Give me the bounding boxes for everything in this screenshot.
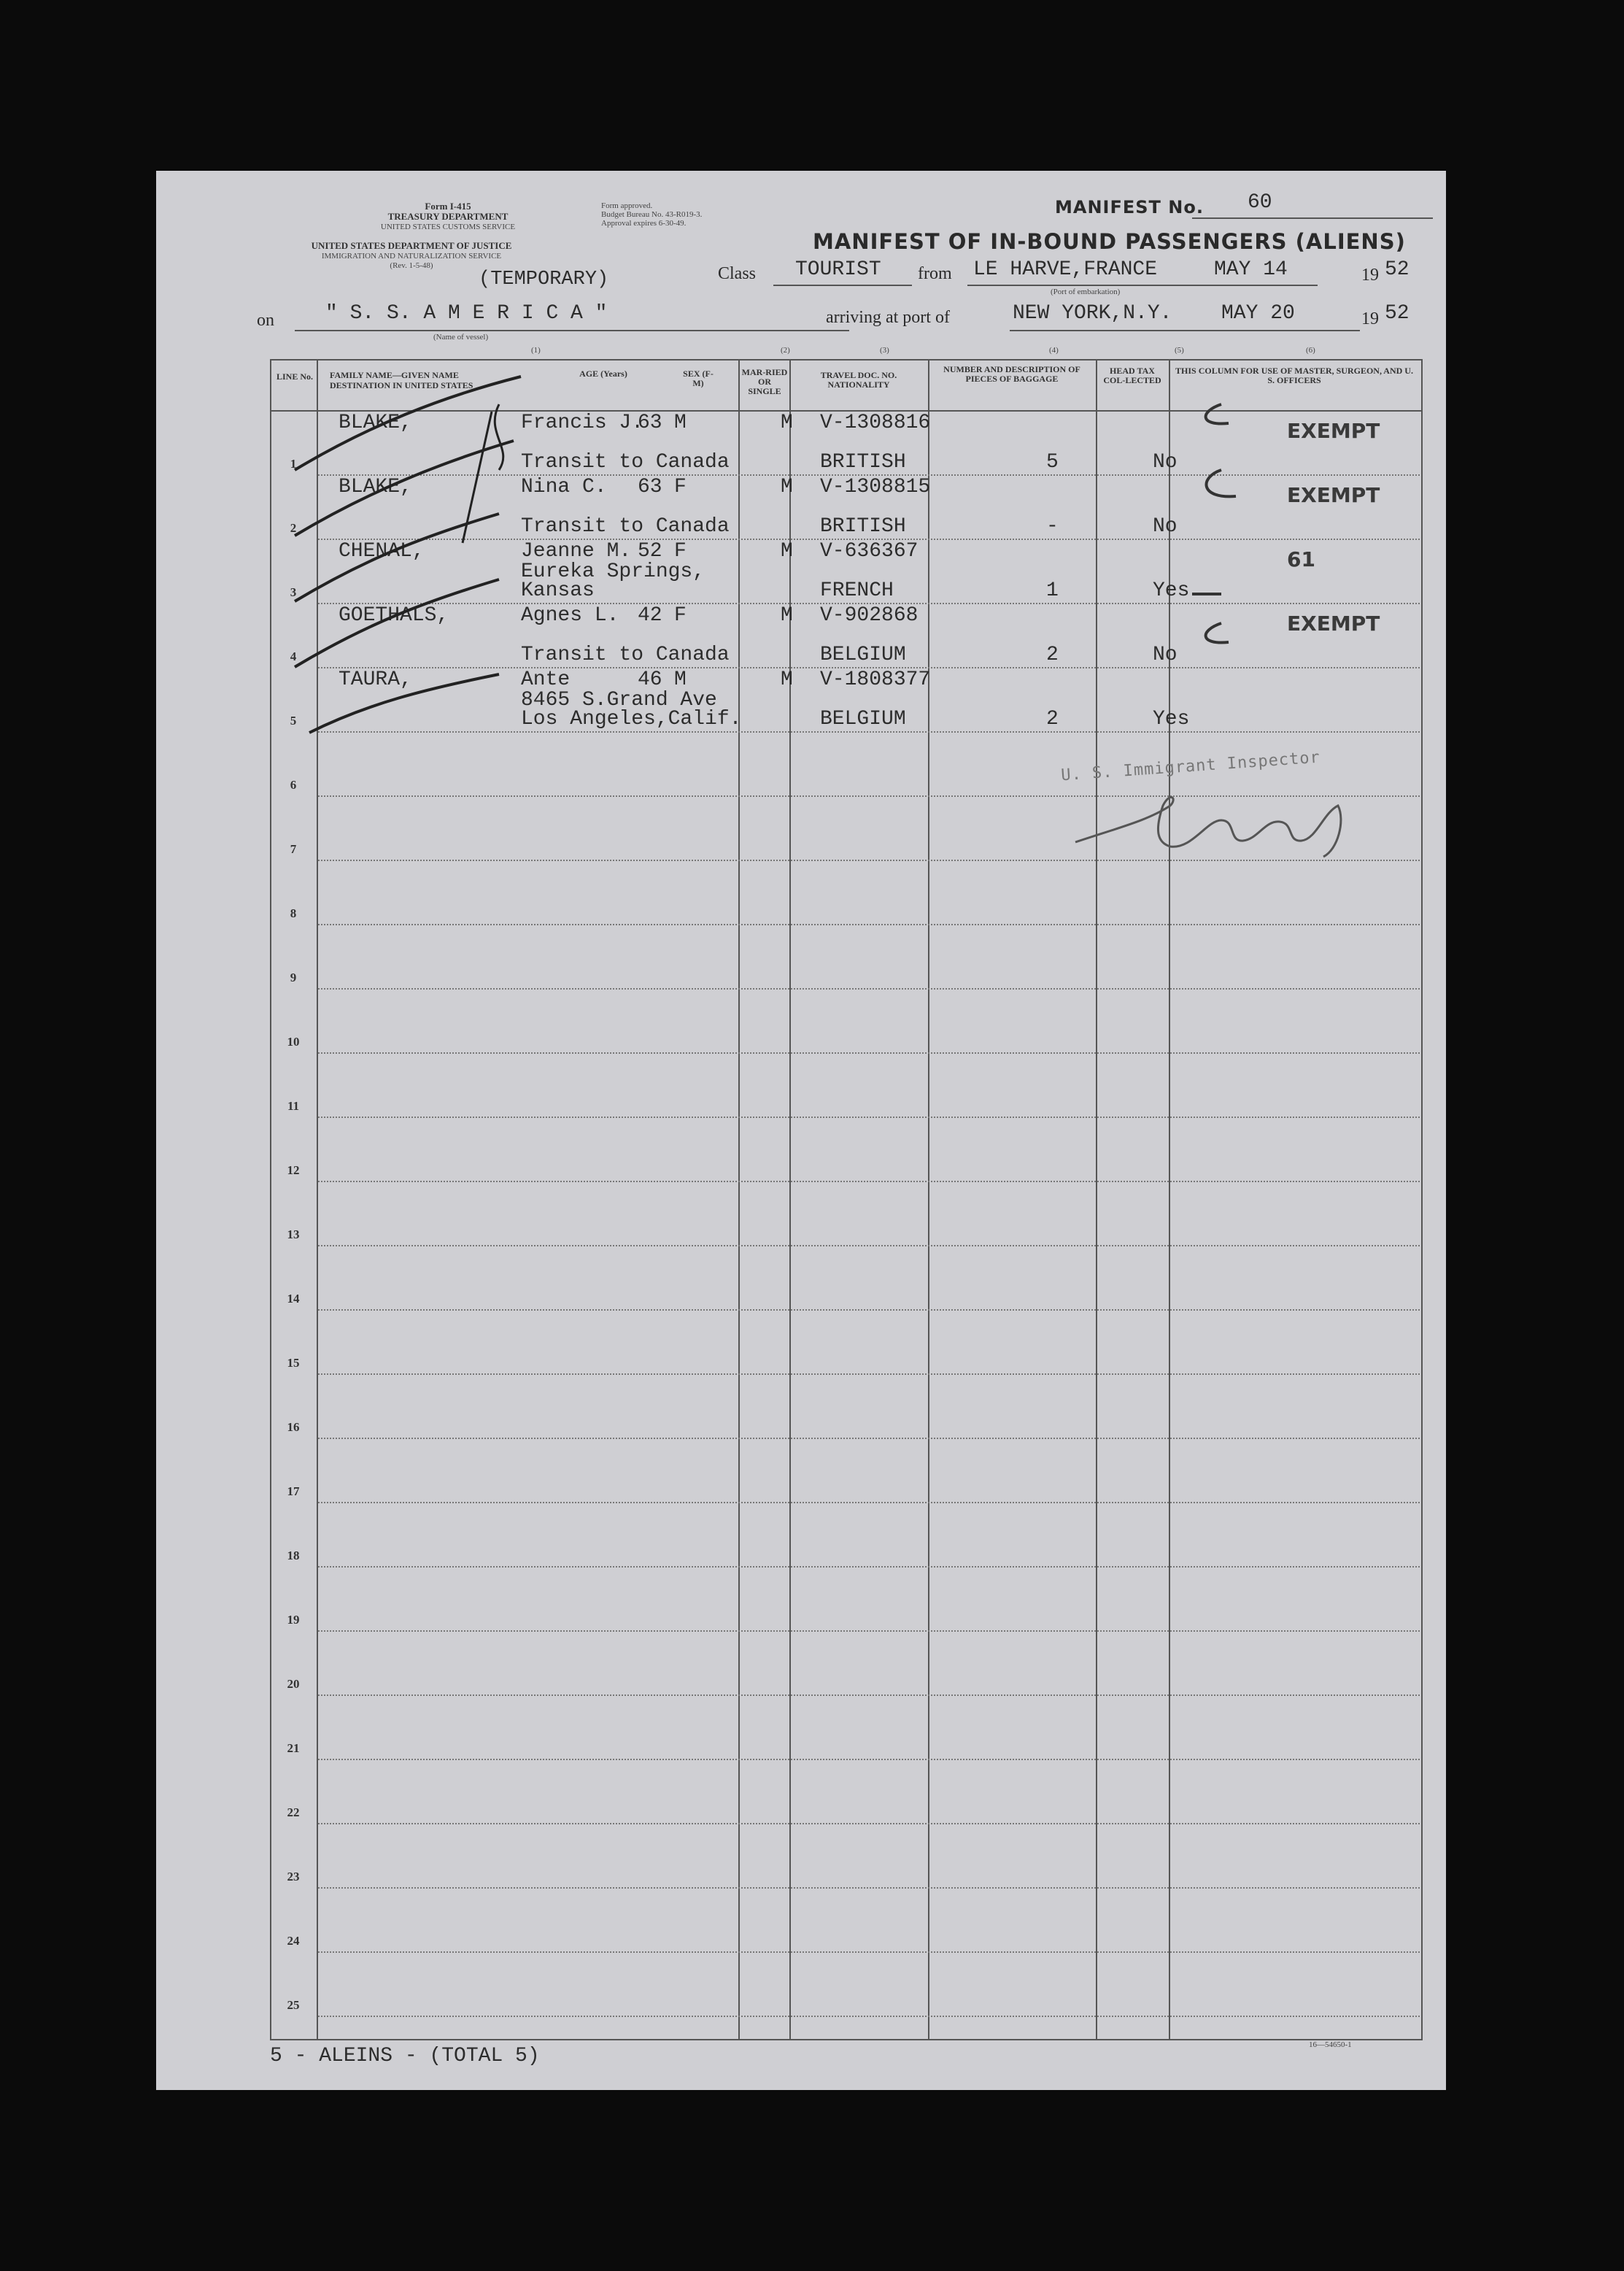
arrival-port: NEW YORK,N.Y.: [1013, 302, 1172, 325]
row-line: [318, 1309, 1420, 1311]
passenger-sex: F: [674, 476, 687, 498]
row-line: [318, 1502, 1420, 1503]
passenger-given-name: Francis J.: [521, 412, 644, 434]
row-number: 14: [287, 1292, 300, 1306]
col-divider: [1096, 360, 1097, 2039]
officer-stamp: EXEMPT: [1287, 483, 1380, 507]
passenger-nationality: BELGIUM: [820, 708, 906, 730]
col-head-sex: SEX (F-M): [683, 369, 714, 388]
passenger-family-name: BLAKE,: [339, 412, 412, 434]
row-line: [318, 988, 1420, 990]
row-number: 6: [290, 778, 297, 792]
passenger-sex: M: [674, 412, 687, 434]
passenger-given-name: Ante: [521, 668, 571, 691]
row-line: [318, 1823, 1420, 1824]
col-head-tax: HEAD TAX COL-LECTED: [1103, 366, 1161, 385]
manifest-no-underline: [1192, 217, 1433, 219]
passenger-travel-doc: V-636367: [820, 540, 919, 563]
inspector-signature: [1061, 776, 1367, 864]
year-2: 52: [1385, 302, 1410, 325]
col-head-baggage: NUMBER AND DESCRIPTION OF PIECES OF BAGGAGE: [943, 364, 1080, 384]
row-line: [318, 1373, 1420, 1375]
col-divider: [928, 360, 929, 2039]
class-underline: [773, 285, 912, 286]
row-number: 3: [290, 585, 297, 599]
ins-service: IMMIGRATION AND NATURALIZATION SERVICE: [321, 252, 502, 261]
passenger-married: M: [781, 604, 793, 627]
form-title: MANIFEST OF IN-BOUND PASSENGERS (ALIENS): [813, 229, 1406, 254]
row-number: 2: [290, 521, 297, 535]
passenger-given-name: Jeanne M.: [521, 540, 632, 563]
col-num-3: (3): [880, 346, 889, 355]
row-number: 8: [290, 906, 297, 920]
class-label: Class: [718, 264, 757, 283]
passenger-family-name: CHENAL,: [339, 540, 425, 563]
passenger-head-tax: Yes: [1153, 579, 1190, 602]
col-num-5: (5): [1175, 346, 1184, 355]
row-line: [318, 1245, 1420, 1246]
row-number: 11: [287, 1099, 300, 1113]
row-number: 25: [287, 1998, 300, 2012]
row-line: [318, 1694, 1420, 1696]
col-num-4: (4): [1049, 346, 1059, 355]
arrival-date: MAY 20: [1221, 302, 1295, 325]
passenger-travel-doc: V-1808377: [820, 668, 931, 691]
on-label: on: [257, 311, 274, 330]
row-number: 13: [287, 1227, 300, 1241]
passenger-travel-doc: V-902868: [820, 604, 919, 627]
col-divider: [738, 360, 740, 2039]
passenger-head-tax: No: [1153, 451, 1178, 474]
officer-stamp: EXEMPT: [1287, 612, 1380, 636]
passenger-age: 63: [638, 412, 662, 434]
passenger-age: 63: [638, 476, 662, 498]
passenger-nationality: FRENCH: [820, 579, 894, 602]
officer-stamp: 61: [1287, 547, 1315, 571]
from-value: LE HARVE,FRANCE: [973, 258, 1158, 281]
passenger-sex: F: [674, 540, 687, 563]
passenger-baggage: 2: [1046, 644, 1059, 666]
vessel-name: " S. S. A M E R I C A ": [325, 302, 608, 325]
from-underline: [967, 285, 1318, 286]
class-value: TOURIST: [795, 258, 881, 281]
row-number: 22: [287, 1805, 300, 1819]
row-number: 12: [287, 1163, 300, 1177]
passenger-baggage: 1: [1046, 579, 1059, 602]
row-line: [318, 1759, 1420, 1760]
officer-stamp: EXEMPT: [1287, 419, 1380, 443]
passenger-destination-line2: Kansas: [521, 579, 595, 602]
row-number: 5: [290, 714, 297, 728]
col-head-married: MAR-RIED OR SINGLE: [741, 367, 788, 396]
row-number: 15: [287, 1356, 300, 1370]
row-number: 10: [287, 1035, 300, 1049]
treasury-dept: TREASURY DEPARTMENT: [387, 211, 509, 222]
passenger-married: M: [781, 476, 793, 498]
passenger-travel-doc: V-1308815: [820, 476, 931, 498]
passenger-age: 42: [638, 604, 662, 627]
passenger-head-tax: No: [1153, 515, 1178, 538]
passenger-sex: M: [674, 668, 687, 691]
embark-date: MAY 14: [1214, 258, 1288, 281]
passenger-nationality: BRITISH: [820, 515, 906, 538]
row-number: 23: [287, 1870, 300, 1883]
arrival-underline: [1010, 330, 1360, 331]
passenger-head-tax: No: [1153, 644, 1178, 666]
port-embark-caption: (Port of embarkation): [1051, 288, 1121, 296]
col-head-dest: DESTINATION IN UNITED STATES: [330, 380, 473, 390]
manifest-no-value: 60: [1248, 191, 1272, 214]
passenger-married: M: [781, 412, 793, 434]
year-1: 52: [1385, 258, 1410, 281]
justice-dept: UNITED STATES DEPARTMENT OF JUSTICE: [311, 240, 512, 251]
passenger-destination: Transit to Canada: [521, 451, 730, 474]
row-line: [318, 1117, 1420, 1118]
year-prefix-1: 19: [1361, 266, 1379, 285]
col-num-1: (1): [531, 346, 541, 355]
row-line: [318, 1181, 1420, 1182]
row-line: [318, 1951, 1420, 1953]
passenger-destination: Eureka Springs,: [521, 560, 705, 583]
row-number: 19: [287, 1613, 300, 1627]
passenger-married: M: [781, 668, 793, 691]
row-number: 4: [290, 649, 297, 663]
passenger-destination: Transit to Canada: [521, 515, 730, 538]
arriving-label: arriving at port of: [826, 308, 950, 327]
passenger-nationality: BELGIUM: [820, 644, 906, 666]
passenger-travel-doc: V-1308816: [820, 412, 931, 434]
passenger-head-tax: Yes: [1153, 708, 1190, 730]
vessel-underline: [295, 330, 849, 331]
row-number: 16: [287, 1420, 300, 1434]
passenger-nationality: BRITISH: [820, 451, 906, 474]
passenger-family-name: BLAKE,: [339, 476, 412, 498]
inspector-stamp: U. S. Immigrant Inspector: [1060, 748, 1321, 785]
customs-service: UNITED STATES CUSTOMS SERVICE: [380, 223, 516, 231]
passenger-destination-line2: Los Angeles,Calif.: [521, 708, 742, 730]
approval-line1: Form approved.: [601, 201, 653, 210]
temporary-label: (TEMPORARY): [479, 269, 609, 290]
row-number: 24: [287, 1934, 300, 1948]
passenger-given-name: Agnes L.: [521, 604, 619, 627]
passenger-destination: Transit to Canada: [521, 644, 730, 666]
row-line: [318, 2016, 1420, 2017]
row-line: [318, 1566, 1420, 1568]
row-line: [318, 1052, 1420, 1054]
manifest-page: [156, 171, 1446, 2090]
row-number: 9: [290, 971, 297, 984]
approval-line2: Budget Bureau No. 43-R019-3.: [601, 210, 703, 219]
col-head-officers: THIS COLUMN FOR USE OF MASTER, SURGEON, AND U. S. OFFICERS: [1175, 366, 1413, 385]
footer-code: 16—54650-1: [1309, 2040, 1352, 2049]
col-head-travel: TRAVEL DOC. NO. NATIONALITY: [820, 370, 897, 390]
total-note: 5 - ALEINS - (TOTAL 5): [270, 2045, 540, 2067]
col-head-line: LINE No.: [276, 371, 313, 382]
passenger-age: 46: [638, 668, 662, 691]
approval-line3: Approval expires 6-30-49.: [601, 219, 687, 228]
row-line: [318, 1887, 1420, 1889]
passenger-destination: 8465 S.Grand Ave: [521, 689, 717, 712]
revision: (Rev. 1-5-48): [390, 261, 433, 270]
row-number: 20: [287, 1677, 300, 1691]
passenger-baggage: 2: [1046, 708, 1059, 730]
row-number: 21: [287, 1741, 300, 1755]
row-number: 17: [287, 1484, 300, 1498]
handwritten-marks: [280, 368, 543, 937]
col-head-age: AGE (Years): [579, 369, 627, 379]
year-prefix-2: 19: [1361, 309, 1379, 328]
row-number: 7: [290, 842, 297, 856]
passenger-age: 52: [638, 540, 662, 563]
row-line: [318, 1438, 1420, 1439]
passenger-baggage: -: [1046, 515, 1059, 538]
passenger-family-name: TAURA,: [339, 668, 412, 691]
passenger-sex: F: [674, 604, 687, 627]
from-label: from: [918, 264, 952, 283]
manifest-no-label: MANIFEST No.: [1055, 197, 1204, 217]
row-number: 18: [287, 1549, 300, 1562]
passenger-given-name: Nina C.: [521, 476, 607, 498]
vessel-caption: (Name of vessel): [433, 333, 489, 342]
passenger-married: M: [781, 540, 793, 563]
col-head-name: FAMILY NAME—GIVEN NAME: [330, 370, 459, 380]
row-number: 1: [290, 457, 297, 471]
passenger-baggage: 5: [1046, 451, 1059, 474]
col-num-2: (2): [781, 346, 790, 355]
form-number: Form I-415: [425, 201, 471, 212]
passenger-family-name: GOETHALS,: [339, 604, 449, 627]
row-line: [318, 1630, 1420, 1632]
col-num-6: (6): [1306, 346, 1315, 355]
